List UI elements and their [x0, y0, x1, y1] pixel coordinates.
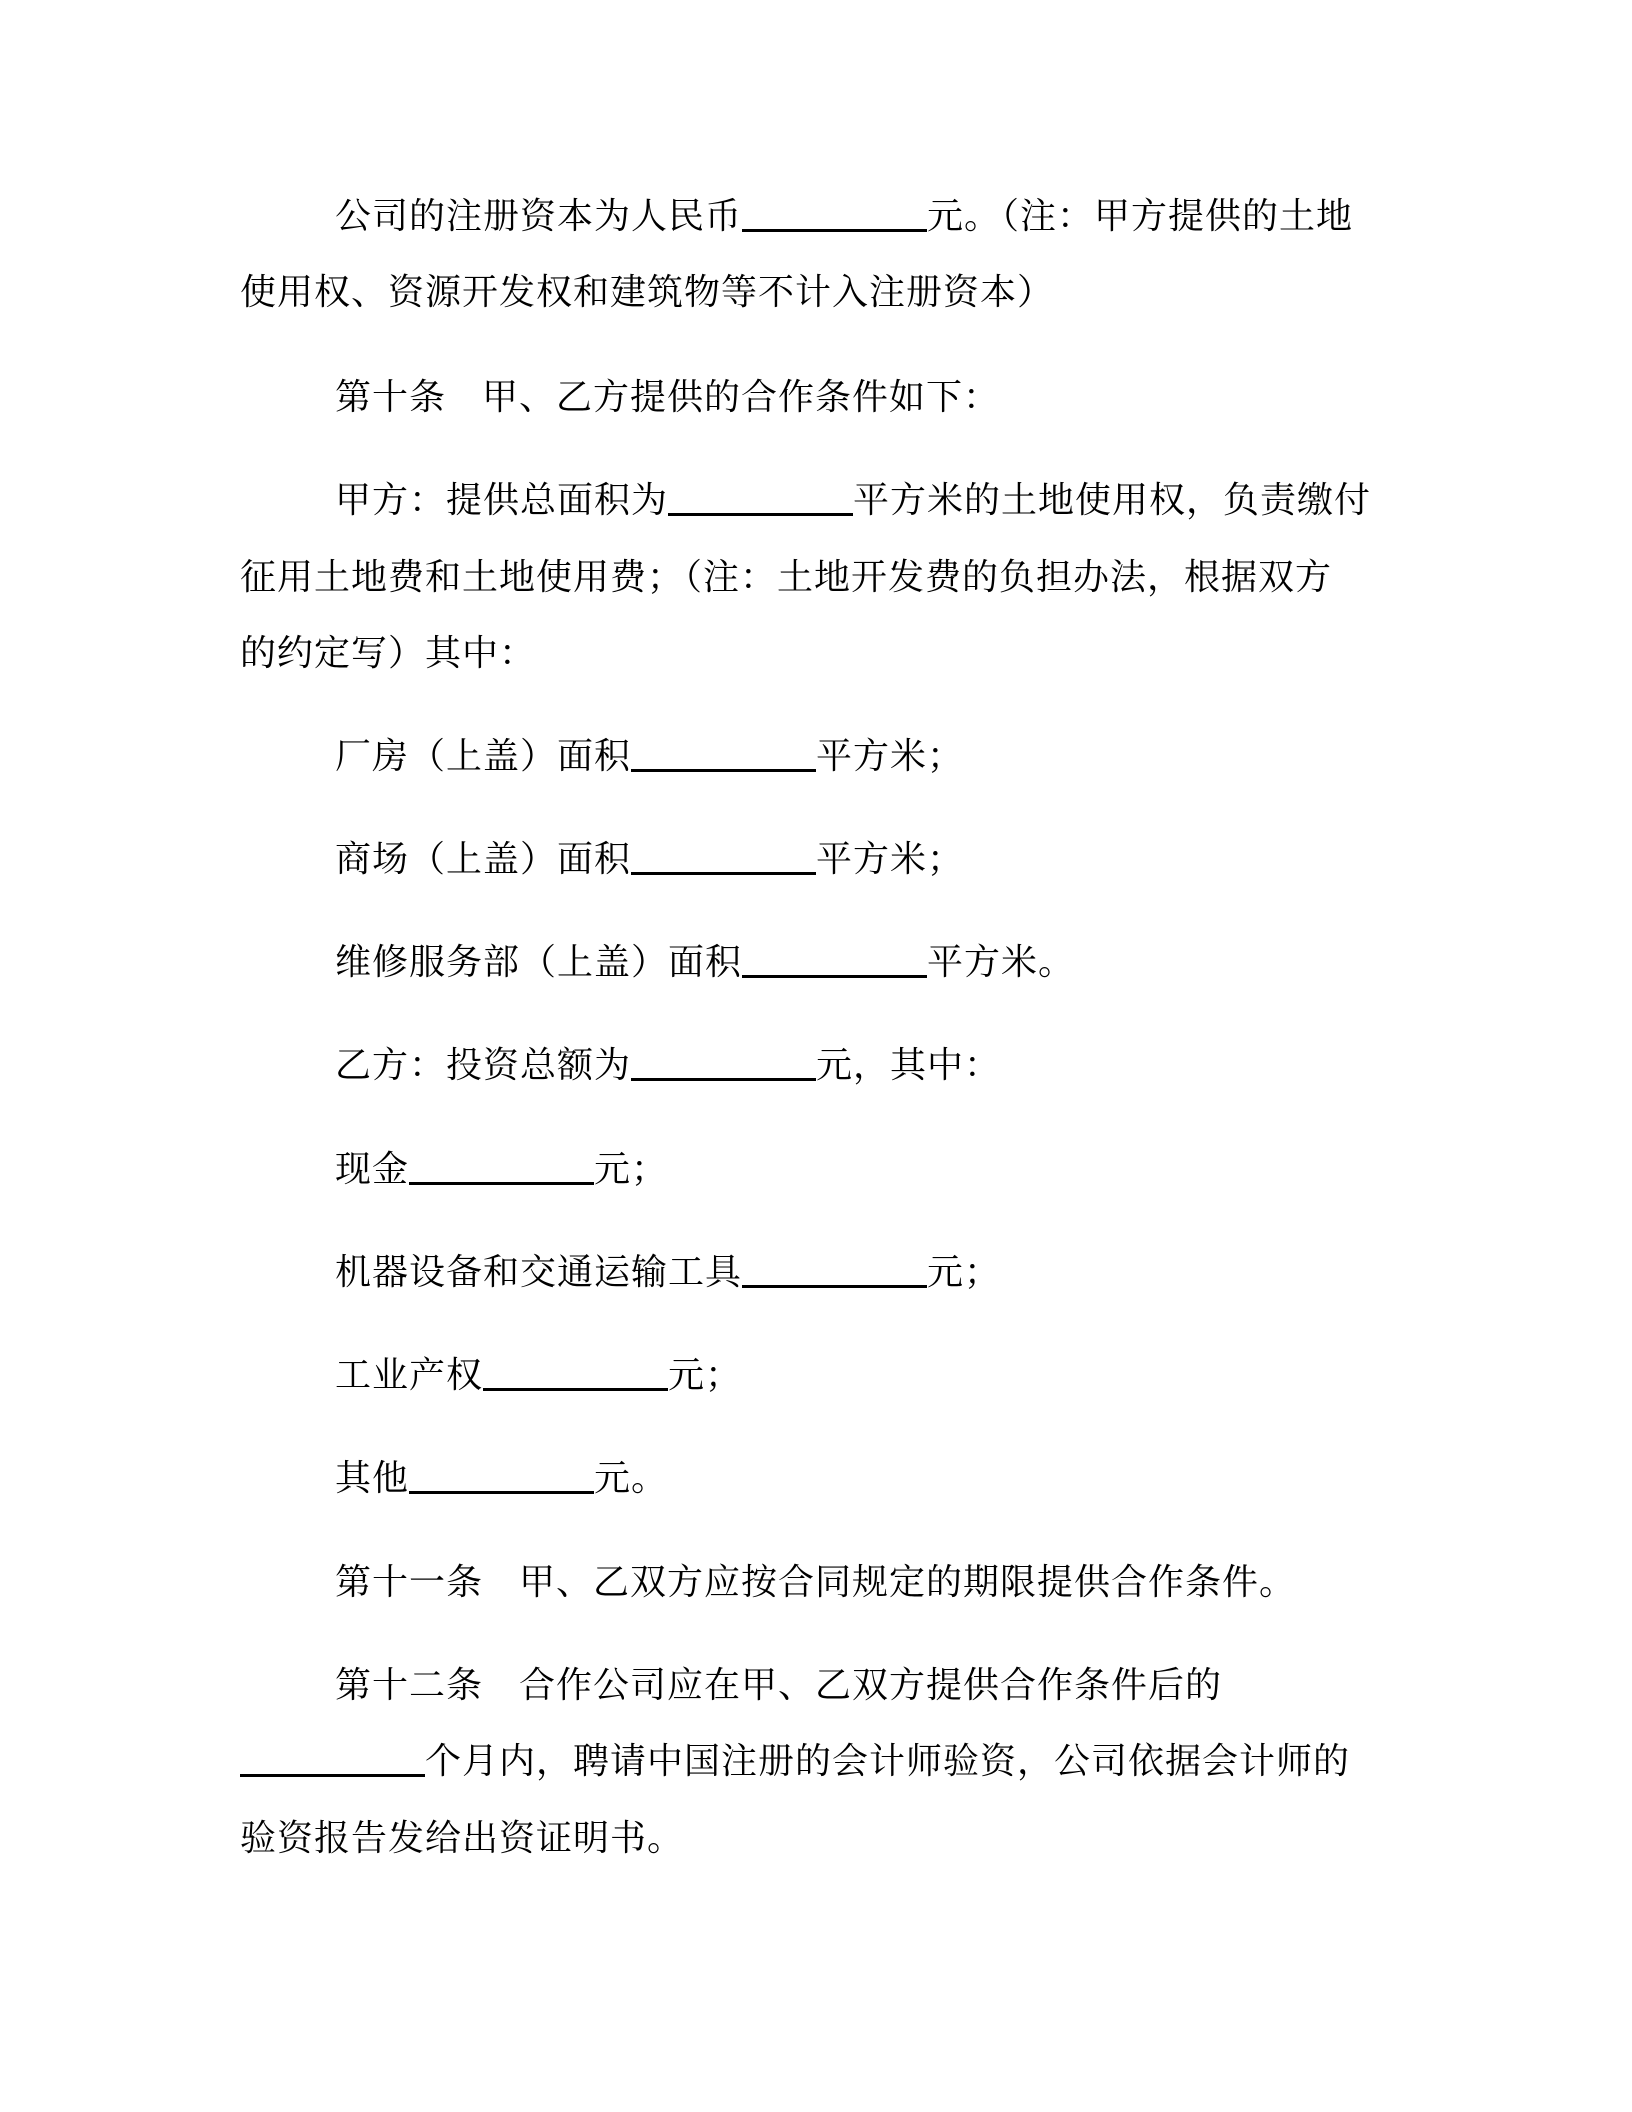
- item-unit: 元；: [668, 1355, 743, 1396]
- text: 个月内，聘请中国注册的会计师验资，公司依据会计师的: [425, 1741, 1351, 1782]
- item-label: 机器设备和交通运输工具: [335, 1252, 743, 1293]
- clause10-heading: [335, 377, 1001, 418]
- clause-number: 第十二条: [335, 1665, 484, 1706]
- party-b-item: [335, 1252, 1002, 1293]
- blank-field: [409, 1461, 594, 1494]
- blank-field: [742, 199, 927, 232]
- party-a-item: [335, 736, 965, 777]
- text: 乙方：投资总额为: [335, 1045, 632, 1086]
- clause11: [335, 1562, 1297, 1603]
- blank-field: [742, 945, 927, 978]
- clause12-line1: [335, 1665, 1223, 1706]
- text: 元，其中：: [816, 1045, 1002, 1086]
- clause-number: 第十一条: [335, 1562, 484, 1603]
- item-label: 工业产权: [335, 1355, 484, 1396]
- party-a-item: [335, 839, 965, 880]
- party-a-line3: 的约定写）其中：: [240, 633, 537, 674]
- blank-field: [742, 1255, 927, 1288]
- item-label: 商场（上盖）面积: [335, 839, 632, 880]
- party-a-line1: [335, 480, 1372, 521]
- item-label: 现金: [335, 1149, 410, 1190]
- blank-field: [631, 842, 816, 875]
- item-unit: 平方米；: [816, 736, 965, 777]
- item-label: 其他: [335, 1458, 410, 1499]
- blank-field: [631, 739, 816, 772]
- blank-field: [240, 1744, 425, 1777]
- item-unit: 元；: [594, 1149, 669, 1190]
- text: 公司的注册资本为人民币: [335, 196, 743, 237]
- text: 甲方：提供总面积为: [335, 480, 669, 521]
- item-unit: 元。: [594, 1458, 669, 1499]
- clause9-line1: [335, 196, 1354, 237]
- item-unit: 元；: [927, 1252, 1002, 1293]
- clause-text: 甲、乙双方应按合同规定的期限提供合作条件。: [519, 1562, 1297, 1603]
- party-b-item: [335, 1355, 743, 1396]
- party-a-item: [335, 942, 1076, 983]
- text: 元。（注：甲方提供的土地: [927, 196, 1354, 237]
- clause12-line2: [240, 1741, 1351, 1782]
- party-b-item: [335, 1149, 669, 1190]
- clause9-line2: 使用权、资源开发权和建筑物等不计入注册资本）: [240, 272, 1055, 313]
- clause-text: 合作公司应在甲、乙双方提供合作条件后的: [519, 1665, 1223, 1706]
- item-unit: 平方米；: [816, 839, 965, 880]
- party-a-line2: 征用土地费和土地使用费；（注：土地开发费的负担办法，根据双方: [240, 557, 1333, 598]
- blank-field: [409, 1152, 594, 1185]
- clause12-line3: 验资报告发给出资证明书。: [240, 1818, 685, 1859]
- item-label: 维修服务部（上盖）面积: [335, 942, 743, 983]
- item-label: 厂房（上盖）面积: [335, 736, 632, 777]
- blank-field: [668, 483, 853, 516]
- blank-field: [631, 1048, 816, 1081]
- clause-number: 第十条: [335, 377, 447, 418]
- item-unit: 平方米。: [927, 942, 1076, 983]
- text: 平方米的土地使用权，负责缴付: [853, 480, 1372, 521]
- party-b-line: [335, 1045, 1002, 1086]
- party-b-item: [335, 1458, 669, 1499]
- blank-field: [483, 1358, 668, 1391]
- clause-title: 甲、乙方提供的合作条件如下：: [482, 377, 1001, 418]
